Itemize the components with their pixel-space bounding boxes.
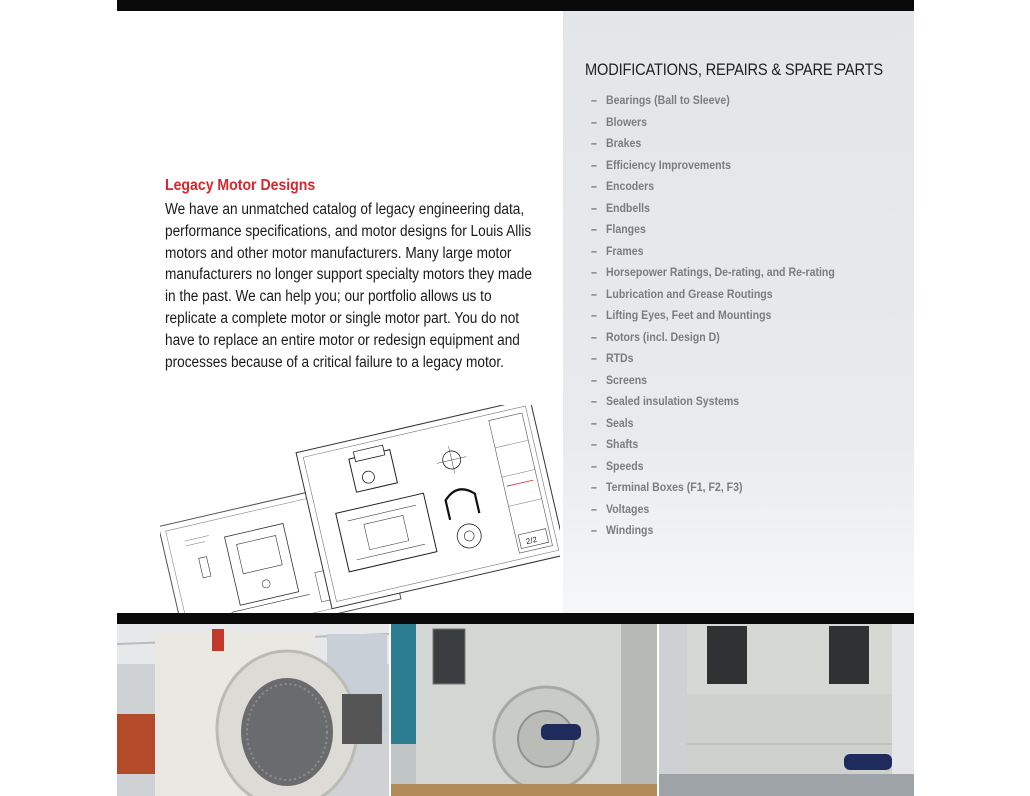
spare-parts-item — [591, 241, 835, 263]
dash-bullet: – — [591, 308, 597, 322]
spare-parts-item-label: Sealed insulation Systems — [605, 394, 740, 408]
dash-bullet: – — [591, 93, 597, 107]
spare-parts-item-label: Seals — [605, 415, 634, 430]
spare-parts-item — [591, 112, 835, 134]
dash-bullet: – — [591, 114, 597, 129]
spare-parts-item-label: Shafts — [605, 437, 639, 451]
spare-parts-title: MODIFICATIONS, REPAIRS & SPARE PARTS — [585, 60, 883, 79]
spare-parts-item-label: Horsepower Ratings, De-rating, and Re-rating — [605, 265, 835, 279]
spare-parts-item — [591, 90, 835, 112]
spare-parts-item — [591, 477, 835, 499]
spare-parts-item-label: Screens — [605, 372, 648, 387]
spare-parts-item-label: Rotors (incl. Design D) — [605, 329, 720, 344]
engineering-drawings-image — [160, 405, 560, 615]
dash-bullet: – — [591, 501, 597, 516]
spare-parts-item — [591, 219, 835, 241]
spare-parts-item-label: Blowers — [605, 114, 648, 129]
spare-parts-item — [591, 133, 835, 155]
spare-parts-item-label: Frames — [605, 243, 644, 258]
dash-bullet: – — [591, 372, 597, 387]
spare-parts-item — [591, 391, 835, 413]
spare-parts-item-label: Flanges — [605, 222, 646, 236]
spare-parts-item — [591, 327, 835, 349]
spare-parts-item — [591, 456, 835, 478]
legacy-designs-body: We have an unmatched catalog of legacy engineering data, performance specifications, and motor designs for Louis Allis motors and other motor manufacturers. Many large motor manufacturers no longer support specialty motors they made in the past. We can help you; our portfolio allows us to replicate a complete motor or single motor part. You do not have to replace an entire motor or redesign equipment and processes because of a critical failure to a legacy motor. — [165, 201, 532, 371]
spare-parts-item — [591, 520, 835, 542]
spare-parts-item-label: Lubrication and Grease Routings — [605, 286, 773, 301]
dash-bullet: – — [591, 243, 597, 258]
legacy-designs-heading: Legacy Motor Designs — [165, 177, 316, 194]
spare-parts-item-label: Bearings (Ball to Sleeve) — [605, 93, 730, 107]
spare-parts-item — [591, 198, 835, 220]
spare-parts-item — [591, 262, 835, 284]
spare-parts-item — [591, 155, 835, 177]
dash-bullet: – — [591, 329, 597, 344]
dash-bullet: – — [591, 394, 597, 408]
spare-parts-item — [591, 284, 835, 306]
dash-bullet: – — [591, 415, 597, 430]
spare-parts-item — [591, 176, 835, 198]
spare-parts-item-label: Lifting Eyes, Feet and Mountings — [605, 308, 772, 322]
top-black-bar — [117, 0, 914, 11]
spare-parts-item-label: Brakes — [605, 136, 642, 150]
spare-parts-item-label: Encoders — [605, 179, 655, 193]
spare-parts-item — [591, 499, 835, 521]
spare-parts-item — [591, 434, 835, 456]
divider-black-bar — [117, 613, 914, 624]
spare-parts-item-label: Windings — [605, 523, 654, 537]
dash-bullet: – — [591, 265, 597, 279]
dash-bullet: – — [591, 480, 597, 494]
dash-bullet: – — [591, 437, 597, 451]
drawing-sheet-label: 2/2 — [524, 534, 538, 547]
dash-bullet: – — [591, 136, 597, 150]
dash-bullet: – — [591, 179, 597, 193]
spare-parts-item — [591, 370, 835, 392]
spare-parts-item — [591, 348, 835, 370]
dash-bullet: – — [591, 523, 597, 537]
dash-bullet: – — [591, 286, 597, 301]
spare-parts-item — [591, 305, 835, 327]
dash-bullet: – — [591, 200, 597, 215]
spare-parts-item-label: RTDs — [605, 351, 634, 365]
spare-parts-item-label: Terminal Boxes (F1, F2, F3) — [605, 480, 743, 494]
dash-bullet: – — [591, 222, 597, 236]
dash-bullet: – — [591, 351, 597, 365]
spare-parts-item — [591, 413, 835, 435]
spare-parts-list — [591, 90, 868, 542]
spare-parts-item-label: Speeds — [605, 458, 644, 473]
dash-bullet: – — [591, 157, 597, 172]
spare-parts-item-label: Voltages — [605, 501, 650, 516]
motor-photo-1 — [117, 624, 389, 796]
dash-bullet: – — [591, 458, 597, 473]
spare-parts-item-label: Efficiency Improvements — [605, 157, 731, 172]
motor-photo-2 — [391, 624, 657, 796]
spare-parts-item-label: Endbells — [605, 200, 650, 215]
motor-photo-3 — [659, 624, 914, 796]
